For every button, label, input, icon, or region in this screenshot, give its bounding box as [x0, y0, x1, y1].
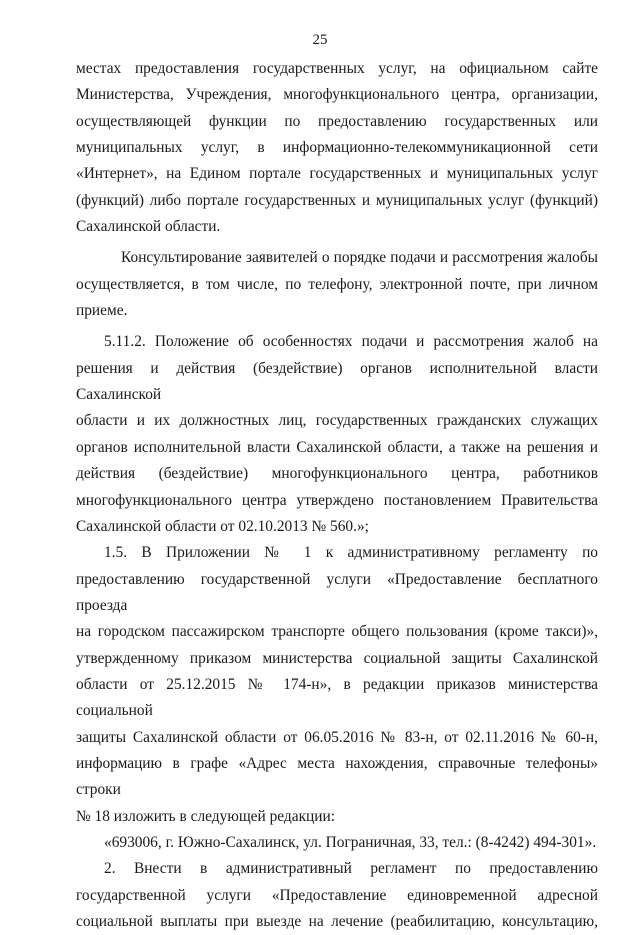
text-line: области от 25.12.2015 № 174-н», в редакции приказов министерства социальной — [76, 675, 598, 720]
text-line: осуществляющей функции по предоставлению государственных или — [76, 112, 598, 130]
text-line: решения и действия (бездействие) органов исполнительной власти Сахалинской — [76, 359, 598, 404]
text-line: предоставлению государственной услуги «Предоставление бесплатного проезда — [76, 570, 598, 614]
paragraph — [76, 856, 598, 935]
text-line: действия (бездействие) многофункционального центра, работников — [76, 465, 598, 483]
text-line: Сахалинской области от 02.10.2013 № 560.»; — [76, 517, 369, 535]
paragraph — [76, 56, 598, 240]
text-line: 5.11.2. Положение об особенностях подачи и рассмотрения жалоб на — [104, 333, 598, 351]
text-line: органов исполнительной власти Сахалинской области, а также на решения и — [76, 438, 598, 456]
text-line: защиты Сахалинской области от 06.05.2016 № 83-н, от 02.11.2016 № 60-н, — [76, 728, 598, 746]
text-line: утвержденному приказом министерства социальной защиты Сахалинской — [76, 649, 598, 667]
text-line: многофункционального центра утверждено постановлением Правительства — [76, 491, 598, 509]
text-line: осуществляется, в том числе, по телефону, электронной почте, при личном — [76, 275, 598, 293]
text-line: социальной выплаты при выезде на лечение (реабилитацию, консультацию, — [76, 913, 598, 930]
text-line: информацию в графе «Адрес места нахождения, справочные телефоны» строки — [76, 754, 598, 799]
text-line: 1.5. В Приложении № 1 к административному регламенту по — [104, 544, 598, 562]
page-number: 25 — [312, 32, 328, 48]
text-line: «Интернет», на Едином портале государственных и муниципальных услуг — [76, 165, 598, 183]
document-body — [76, 56, 598, 935]
text-line: местах предоставления государственных услуг, на официальном сайте — [76, 60, 598, 77]
text-line: «693006, г. Южно-Сахалинск, ул. Пограничная, 33, тел.: (8-4242) 494-301». — [104, 833, 597, 851]
text-line: области и их должностных лиц, государственных гражданских служащих — [76, 412, 598, 430]
text-line: Министерства, Учреждения, многофункционального центра, организации, — [76, 86, 598, 104]
paragraph — [76, 540, 598, 830]
paragraph — [76, 245, 598, 324]
text-line: 2. Внести в административный регламент по предоставлению — [104, 860, 598, 878]
text-line: № 18 изложить в следующей редакции: — [76, 807, 336, 825]
text-line: Консультирование заявителей о порядке подачи и рассмотрения жалобы — [121, 249, 598, 267]
paragraph — [76, 329, 598, 540]
text-line: муниципальных услуг, в информационно-телекоммуникационной сети — [76, 139, 598, 157]
text-line: государственной услуги «Предоставление единовременной адресной — [76, 886, 598, 904]
text-line: приеме. — [76, 302, 128, 320]
text-line: Сахалинской области. — [76, 218, 221, 236]
text-line: (функций) либо портале государственных и муниципальных услуг (функций) — [76, 191, 598, 209]
paragraph — [76, 830, 598, 856]
text-line: на городском пассажирском транспорте общего пользования (кроме такси)», — [76, 623, 598, 641]
